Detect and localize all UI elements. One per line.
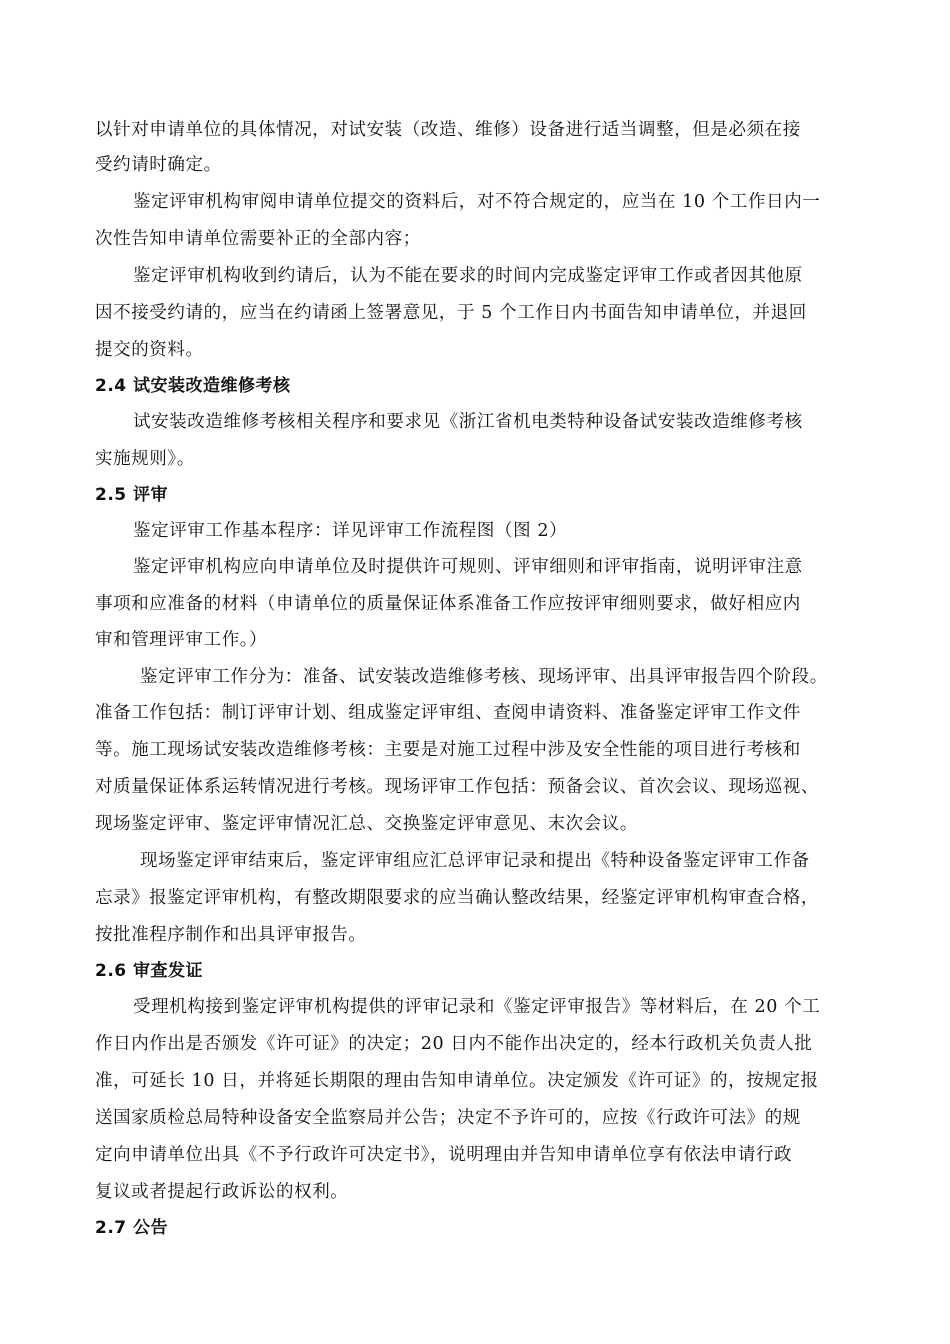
text-line: 按批准程序制作和出具评审报告。 bbox=[95, 925, 367, 945]
text-line: 鉴定评审机构审阅申请单位提交的资料后，对不符合规定的，应当在 10 个工作日内一 bbox=[133, 192, 821, 212]
text-line: 实施规则》。 bbox=[95, 449, 195, 469]
text-line: 次性告知申请单位需要补正的全部内容； bbox=[95, 229, 421, 249]
text-line: 作日内作出是否颁发《许可证》的决定；20 日内不能作出决定的，经本行政机关负责人批 bbox=[95, 1034, 813, 1054]
text-line: 定向申请单位出具《不予行政许可决定书》，说明理由并告知申请单位享有依法申请行政 bbox=[95, 1145, 793, 1165]
section-heading: 2.4 试安装改造维修考核 bbox=[95, 376, 291, 396]
text-line: 事项和应准备的材料（申请单位的质量保证体系准备工作应按评审细则要求，做好相应内 bbox=[95, 594, 801, 614]
section-heading: 2.6 审查发证 bbox=[95, 961, 204, 981]
text-line: 鉴定评审机构应向申请单位及时提供许可规则、评审细则和评审指南，说明评审注意 bbox=[133, 557, 803, 577]
text-line: 准备工作包括：制订评审计划、组成鉴定评审组、查阅申请资料、准备鉴定评审工作文件 bbox=[95, 703, 801, 723]
text-line: 准，可延长 10 日，并将延长期限的理由告知申请单位。决定颁发《许可证》的，按规定报 bbox=[95, 1071, 819, 1091]
section-heading: 2.5 评审 bbox=[95, 485, 169, 505]
section-heading: 2.7 公告 bbox=[95, 1218, 169, 1238]
text-line: 鉴定评审机构收到约请后，认为不能在要求的时间内完成鉴定评审工作或者因其他原 bbox=[133, 266, 803, 286]
text-line: 审和管理评审工作。） bbox=[95, 630, 268, 650]
text-line: 等。施工现场试安装改造维修考核：主要是对施工过程中涉及安全性能的项目进行考核和 bbox=[95, 740, 801, 760]
text-line: 试安装改造维修考核相关程序和要求见《浙江省机电类特种设备试安装改造维修考核 bbox=[133, 412, 803, 432]
text-line: 鉴定评审工作分为：准备、试安装改造维修考核、现场评审、出具评审报告四个阶段。 bbox=[140, 667, 828, 687]
text-line: 受约请时确定。 bbox=[95, 155, 222, 175]
text-line: 鉴定评审工作基本程序：详见评审工作流程图（图 2） bbox=[133, 521, 568, 541]
text-line: 忘录》报鉴定评审机构，有整改期限要求的应当确认整改结果，经鉴定评审机构审查合格， bbox=[95, 888, 819, 908]
text-line: 以针对申请单位的具体情况，对试安装（改造、维修）设备进行适当调整，但是必须在接 bbox=[95, 120, 801, 140]
text-line: 现场鉴定评审结束后，鉴定评审组应汇总评审记录和提出《特种设备鉴定评审工作备 bbox=[140, 851, 810, 871]
text-line: 提交的资料。 bbox=[95, 340, 204, 360]
text-line: 对质量保证体系运转情况进行考核。现场评审工作包括：预备会议、首次会议、现场巡视、 bbox=[95, 777, 819, 797]
text-line: 现场鉴定评审、鉴定评审情况汇总、交换鉴定评审意见、末次会议。 bbox=[95, 814, 638, 834]
text-line: 复议或者提起行政诉讼的权利。 bbox=[95, 1182, 349, 1202]
text-line: 送国家质检总局特种设备安全监察局并公告；决定不予许可的，应按《行政许可法》的规 bbox=[95, 1108, 801, 1128]
text-line: 因不接受约请的，应当在约请函上签署意见，于 5 个工作日内书面告知申请单位，并退回 bbox=[95, 303, 807, 323]
text-line: 受理机构接到鉴定评审机构提供的评审记录和《鉴定评审报告》等材料后，在 20 个工 bbox=[133, 997, 821, 1017]
